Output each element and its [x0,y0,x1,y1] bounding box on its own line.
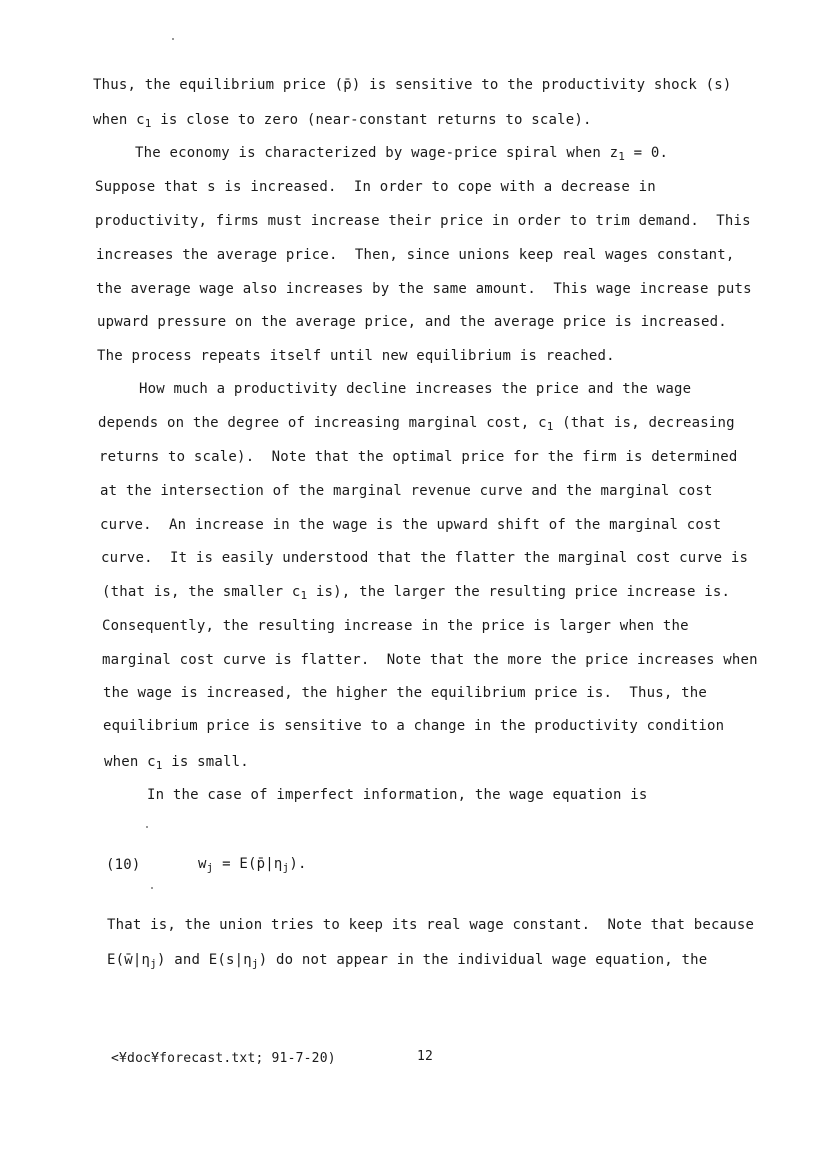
text-line: marginal cost curve is flatter. Note that the more the price increases when [102,652,758,668]
text-line: when $c_1$ is small. [104,754,249,772]
text-line: the wage is increased, the higher the equilibrium price is. Thus, the [103,685,708,701]
paragraph-start-line: How much a productivity decline increases the price and the wage [139,381,692,397]
text-line: $E(w̄|\eta_j)$ and $E(s|\eta_j)$ do not appear in the individual wage equation, the [107,952,708,970]
text-line: the average wage also increases by the same amount. This wage increase puts [96,281,752,297]
wage-equation: $w_j$ = $E(p̄|\eta_j)$. [198,856,307,874]
text-line: curve. It is easily understood that the flatter the marginal cost curve is [101,550,749,566]
text-line: increases the average price. Then, since unions keep real wages constant, [96,247,735,263]
text-line: returns to scale). Note that the optimal price for the firm is determined [99,449,738,465]
text-line: The process repeats itself until new equilibrium is reached. [97,348,615,364]
footer-source-path: <¥doc¥forecast.txt; 91-7-20) [111,1051,336,1066]
paragraph-start-line: In the case of imperfect information, the wage equation is [147,787,648,803]
text-line: Thus, the equilibrium price (p̄) is sensitive to the productivity shock (s) [93,77,732,93]
equation-number: (10) [106,857,141,873]
text-line: Consequently, the resulting increase in the price is larger when the [102,618,689,634]
text-line: That is, the union tries to keep its real wage constant. Note that because [107,917,755,933]
text-line: depends on the degree of increasing marginal cost, $c_1$ (that is, decreasing [98,415,735,433]
scan-speck [146,826,148,828]
text-line: (that is, the smaller $c_1$ is), the larger the resulting price increase is. [102,584,731,602]
text-line: upward pressure on the average price, and the average price is increased. [97,314,727,330]
text-line: equilibrium price is sensitive to a change in the productivity condition [103,718,725,734]
text-line: Suppose that s is increased. In order to cope with a decrease in [95,179,656,195]
text-line: curve. An increase in the wage is the upward shift of the marginal cost [100,517,722,533]
text-line: at the intersection of the marginal revenue curve and the marginal cost [100,483,713,499]
scan-speck [151,887,153,889]
text-line: productivity, firms must increase their price in order to trim demand. This [95,213,751,229]
text-line: when $c_1$ is close to zero (near-constant returns to scale). [93,112,592,130]
paragraph-start-line: The economy is characterized by wage-price spiral when $z_1 = 0$. [135,145,669,163]
page-number: 12 [417,1049,434,1064]
scan-speck [172,38,174,40]
